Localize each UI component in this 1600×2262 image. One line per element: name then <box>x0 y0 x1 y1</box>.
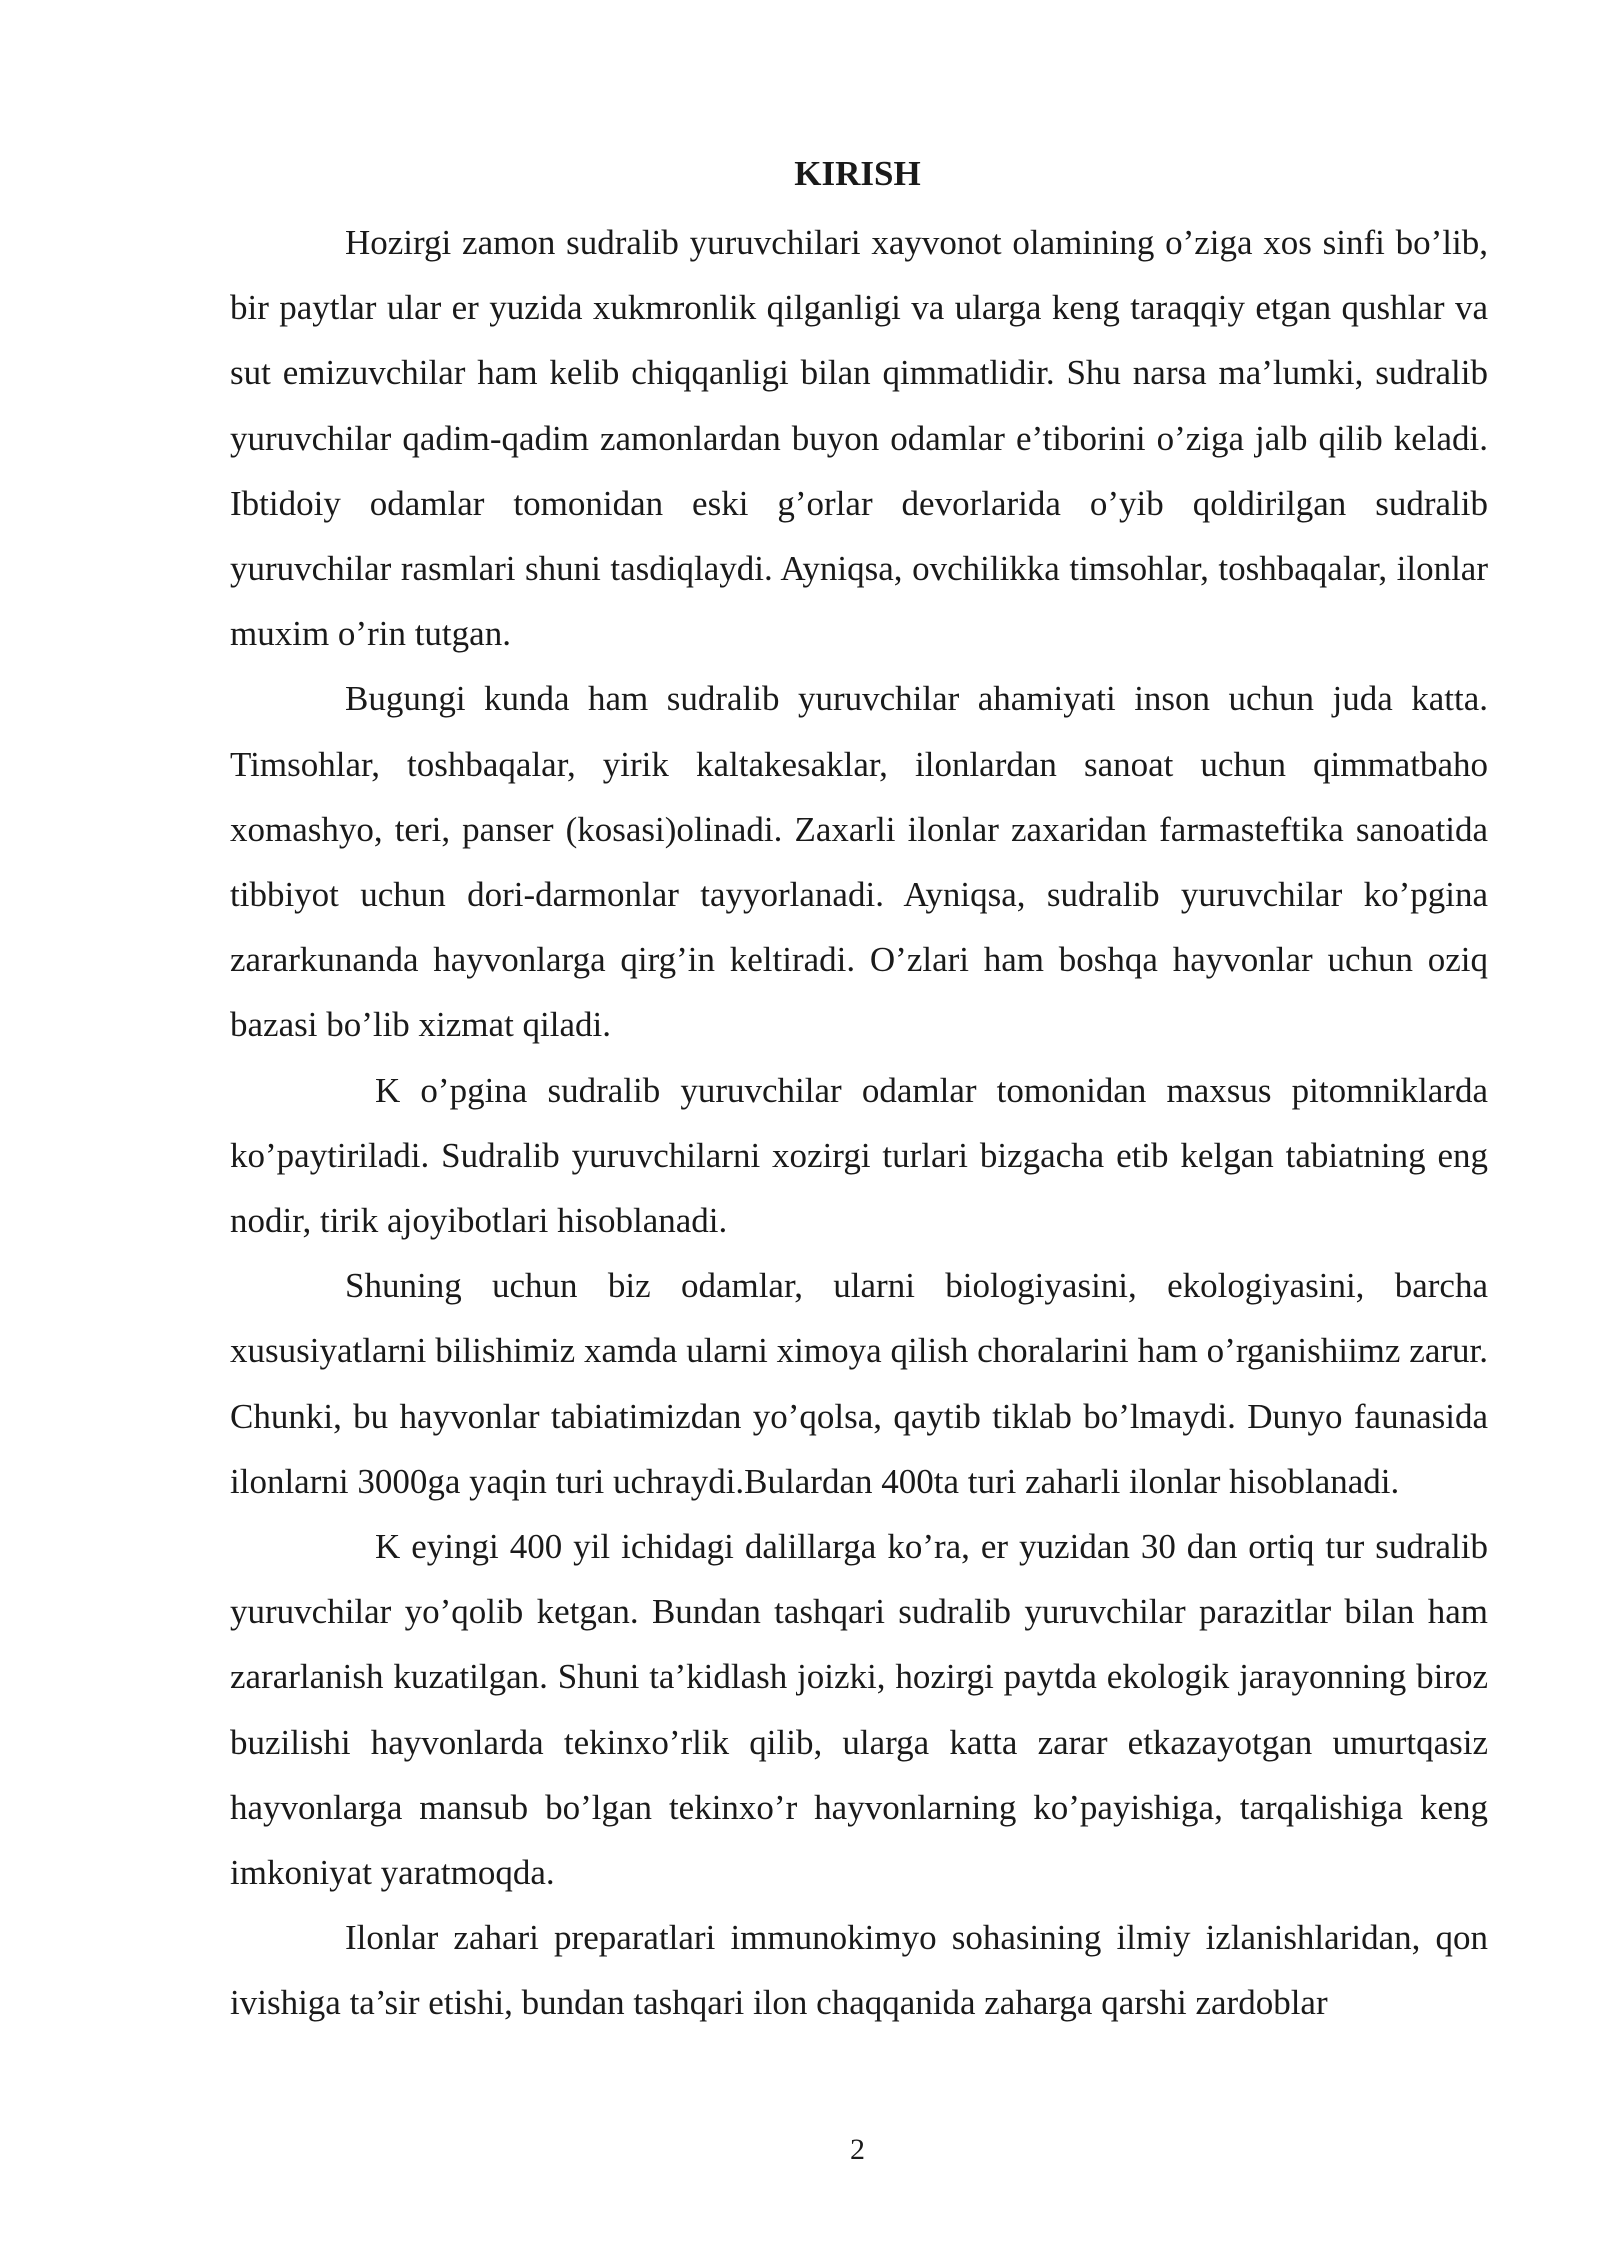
page-title: KIRISH <box>794 154 921 193</box>
paragraph-1: Hozirgi zamon sudralib yuruvchilari xayvonot olamining o’ziga xos sinfi bo’lib, bir paytlar ular er yuzida xukmronlik qilganligi va ularga keng taraqqiy etgan qushlar va sut emizuvchilar ham kelib chiqqanligi bilan qimmatlidir. Shu narsa ma’lumki, sudralib yuruvchilar qadim-qadim zamonlardan buyon odamlar e’tiborini o’ziga jalb qilib keladi. Ibtidoiy odamlar tomonidan eski g’orlar devorlarida o’yib qoldirilgan sudralib yuruvchilar rasmlari shuni tasdiqlaydi. Ayniqsa, ovchilikka timsohlar, toshbaqalar, ilonlar muxim o’rin tutgan. <box>230 223 1488 654</box>
paragraph-3: K o’pgina sudralib yuruvchilar odamlar tomonidan maxsus pitomniklarda ko’paytiriladi. Sudralib yuruvchilarni xozirgi turlari bizgacha etib kelgan tabiatning eng nodir, tirik ajoyibotlari hisoblanadi. <box>230 1070 1488 1241</box>
paragraph-6: Ilonlar zahari preparatlari immunokimyo sohasining ilmiy izlanishlaridan, qon ivishiga ta’sir etishi, bundan tashqari ilon chaqqanida zaharga qarshi zardoblar <box>230 1918 1488 2023</box>
paragraph-5: K eyingi 400 yil ichidagi dalillarga ko’ra, er yuzidan 30 dan ortiq tur sudralib yuruvchilar yo’qolib ketgan. Bundan tashqari sudralib yuruvchilar parazitlar bilan ham zararlanish kuzatilgan. Shuni ta’kidlash joizki, hozirgi paytda ekologik jarayonning biroz buzilishi hayvonlarda tekinxo’rlik qilib, ularga katta zarar etkazayotgan umurtqasiz hayvonlarga mansub bo’lgan tekinxo’r hayvonlarning ko’payishiga, tarqalishiga keng imkoniyat yaratmoqda. <box>230 1527 1488 1893</box>
paragraph-4: Shuning uchun biz odamlar, ularni biologiyasini, ekologiyasini, barcha xususiyatlarni bilishimiz xamda ularni ximoya qilish choralarini ham o’rganishiimz zarur. Chunki, bu hayvonlar tabiatimizdan yo’qolsa, qaytib tiklab bo’lmaydi. Dunyo faunasida ilonlarni 3000ga yaqin turi uchraydi.Bulardan 400ta turi zaharli ilonlar hisoblanadi. <box>230 1266 1488 1501</box>
page-number: 2 <box>850 2133 865 2166</box>
paragraph-2: Bugungi kunda ham sudralib yuruvchilar ahamiyati inson uchun juda katta. Timsohlar, toshbaqalar, yirik kaltakesaklar, ilonlardan sanoat uchun qimmatbaho xomashyo, teri, panser (kosasi)olinadi. Zaxarli ilonlar zaxaridan farmasteftika sanoatida tibbiyot uchun dori-darmonlar tayyorlanadi. Ayniqsa, sudralib yuruvchilar ko’pgina zararkunanda hayvonlarga qirg’in keltiradi. O’zlari ham boshqa hayvonlar uchun oziq bazasi bo’lib xizmat qiladi. <box>230 679 1488 1045</box>
body-text <box>230 210 1488 2036</box>
